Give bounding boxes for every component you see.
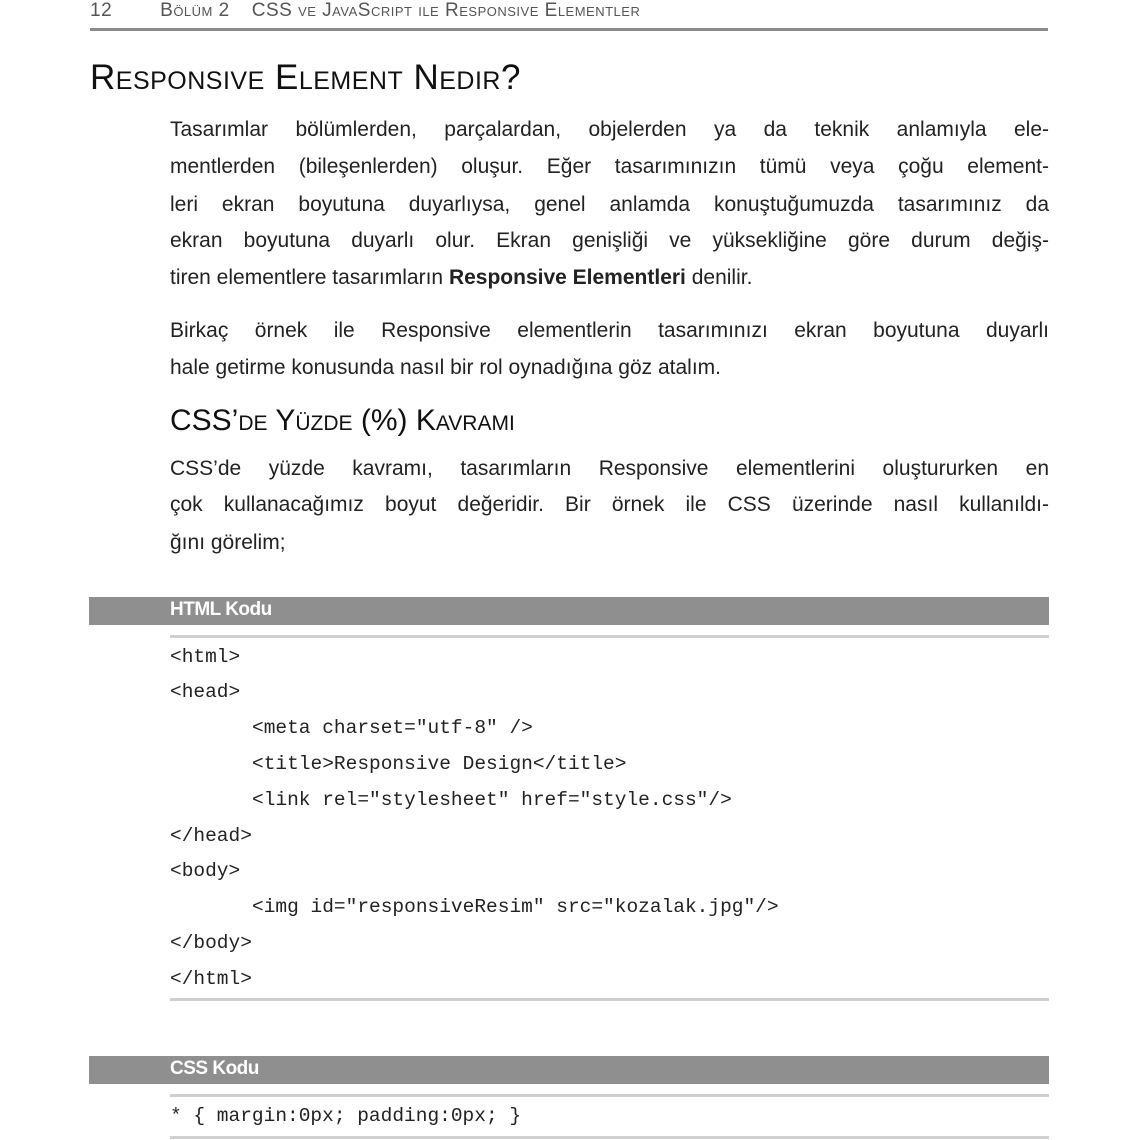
css-code-label: CSS Kodu (170, 1058, 259, 1079)
section-title: Responsive Element Nedir? (90, 58, 521, 97)
code-line: <head> (170, 681, 241, 703)
text: tiren elementlere tasarımların (170, 266, 449, 289)
html-code-label: HTML Kodu (170, 599, 272, 620)
chapter-label: Bölüm 2 (160, 0, 230, 21)
paragraph-line: Tasarımlar bölümlerden, parçalardan, objelerden ya da teknik anlamıyla ele- (170, 118, 1049, 141)
bold-term: Responsive Elementleri (448, 266, 686, 289)
code-line: <body> (170, 860, 241, 882)
paragraph-line: ğını görelim; (170, 531, 286, 554)
code-line: <img id="responsiveResim" src="kozalak.jpg"/> (252, 896, 779, 918)
paragraph-line: mentlerden (bileşenlerden) oluşur. Eğer tasarımınızın tümü veya çoğu element- (170, 155, 1049, 178)
paragraph-line: hale getirme konusunda nasıl bir rol oynadığına göz atalım. (170, 356, 721, 379)
chapter-title: CSS ve JavaScript ile Responsive Elementler (251, 0, 641, 21)
code-line: <title>Responsive Design</title> (252, 753, 627, 775)
paragraph-line: CSS’de yüzde kavramı, tasarımların Responsive elementlerini oluştururken en (170, 457, 1049, 480)
code-line: </body> (170, 932, 252, 954)
paragraph-line: çok kullanacağımız boyut değeridir. Bir örnek ile CSS üzerinde nasıl kullanıldı- (170, 493, 1049, 516)
code-divider (170, 635, 1049, 638)
paragraph-line: leri ekran boyutuna duyarlıysa, genel anlamda konuştuğumuzda tasarımınız da (170, 193, 1049, 216)
header-rule (90, 28, 1048, 31)
text: denilir. (685, 266, 753, 289)
code-line: <link rel="stylesheet" href="style.css"/> (252, 789, 732, 811)
code-line: </head> (170, 825, 252, 847)
html-code-label-bar (89, 597, 1049, 625)
subsection-title: CSS’de Yüzde (%) Kavramı (170, 404, 515, 437)
code-divider (170, 998, 1049, 1001)
running-header (90, 0, 640, 22)
code-divider (170, 1136, 1049, 1139)
code-line: <html> (170, 646, 241, 668)
code-line: <meta charset="utf-8" /> (252, 717, 533, 739)
paragraph-line: Birkaç örnek ile Responsive elementlerin tasarımınızı ekran boyutuna duyarlı (170, 319, 1049, 342)
code-divider (170, 1094, 1049, 1097)
paragraph-line (170, 264, 1049, 292)
code-line: * { margin:0px; padding:0px; } (170, 1105, 522, 1127)
page-number: 12 (90, 0, 113, 21)
code-line: </html> (170, 968, 252, 990)
css-code-label-bar (89, 1056, 1049, 1084)
paragraph-line: ekran boyutuna duyarlı olur. Ekran genişliği ve yüksekliğine göre durum değiş- (170, 229, 1049, 252)
